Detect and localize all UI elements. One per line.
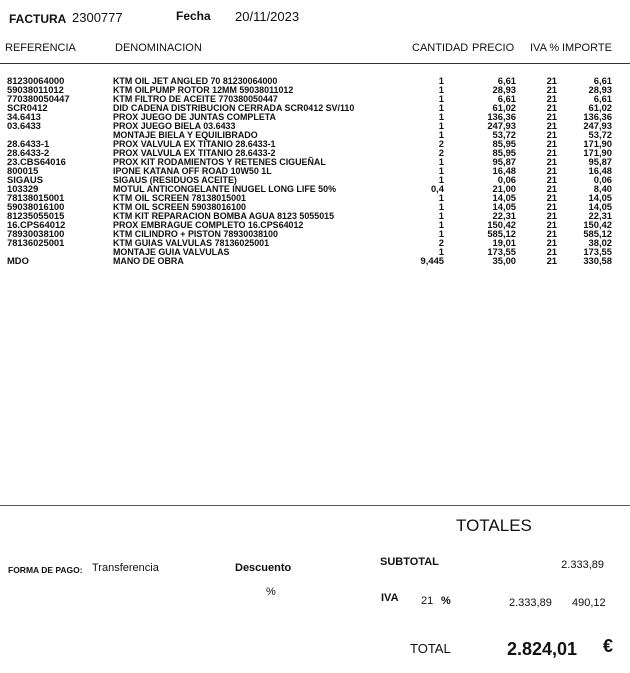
item-iva: 21 [546, 138, 557, 149]
item-amount: 330,58 [583, 255, 612, 266]
item-amount: 61,02 [588, 102, 612, 113]
item-quantity: 0,4 [430, 183, 444, 194]
item-denomination: DID CADENA DISTRIBUCION CERRADA SCR0412 SV/110 [113, 102, 355, 113]
item-quantity: 1 [438, 174, 444, 185]
descuento-pct: % [266, 586, 276, 598]
table-row [0, 238, 630, 247]
item-price: 16,48 [492, 165, 516, 176]
totales-title: TOTALES [456, 516, 532, 535]
forma-pago-value: Transferencia [92, 562, 159, 574]
item-price: 136,36 [487, 111, 516, 122]
col-precio: PRECIO [472, 42, 515, 54]
item-quantity: 1 [438, 93, 444, 104]
item-denomination: KTM OILPUMP ROTOR 12MM 59038011012 [113, 84, 294, 95]
item-amount: 53,72 [588, 129, 612, 140]
item-reference: 28.6433-2 [7, 147, 50, 158]
iva-amount: 490,12 [572, 597, 606, 609]
item-reference: 78930038100 [7, 228, 65, 239]
item-denomination: PROX KIT RODAMIENTOS Y RETENES CIGUEÑAL [113, 156, 326, 167]
item-denomination: IPONE KATANA OFF ROAD 10W50 1L [113, 165, 272, 176]
table-row [0, 76, 630, 85]
table-row [0, 229, 630, 238]
item-amount: 8,40 [593, 183, 612, 194]
table-row [0, 139, 630, 148]
table-row [0, 247, 630, 256]
iva-rate: 21 [421, 595, 434, 607]
item-denomination: PROX JUEGO BIELA 03.6433 [113, 120, 236, 131]
item-amount: 28,93 [588, 84, 612, 95]
item-amount: 6,61 [593, 75, 612, 86]
item-iva: 21 [546, 156, 557, 167]
item-amount: 136,36 [583, 111, 612, 122]
table-row [0, 85, 630, 94]
item-iva: 21 [546, 228, 557, 239]
item-price: 35,00 [492, 255, 516, 266]
col-referencia: REFERENCIA [5, 42, 76, 54]
table-row [0, 220, 630, 229]
item-iva: 21 [546, 111, 557, 122]
table-row [0, 211, 630, 220]
item-iva: 21 [546, 102, 557, 113]
item-quantity: 1 [438, 210, 444, 221]
item-reference: SCR0412 [7, 102, 48, 113]
item-denomination: PROX EMBRAGUE COMPLETO 16.CPS64012 [113, 219, 304, 230]
table-row [0, 166, 630, 175]
item-denomination: PROX VALVULA EX TITANIO 28.6433-2 [113, 147, 276, 158]
item-quantity: 1 [438, 192, 444, 203]
item-reference: 03.6433 [7, 120, 41, 131]
item-denomination: MOTUL ANTICONGELANTE INUGEL LONG LIFE 50% [113, 183, 336, 194]
col-denominacion: DENOMINACION [115, 42, 202, 54]
item-quantity: 9,445 [420, 255, 444, 266]
table-row [0, 121, 630, 130]
currency-symbol: € [603, 636, 614, 656]
col-iva: IVA % [530, 42, 560, 54]
item-quantity: 2 [438, 147, 444, 158]
item-iva: 21 [546, 201, 557, 212]
item-quantity: 1 [438, 246, 444, 257]
item-amount: 171,90 [583, 138, 612, 149]
total-label: TOTAL [410, 641, 451, 656]
item-price: 85,95 [492, 138, 516, 149]
item-price: 0,06 [497, 174, 516, 185]
item-iva: 21 [546, 237, 557, 248]
total-value: 2.824,01 [507, 639, 578, 659]
iva-label: IVA [381, 592, 399, 604]
item-quantity: 1 [438, 84, 444, 95]
item-iva: 21 [546, 255, 557, 266]
item-reference: SIGAUS [7, 174, 43, 185]
table-row [0, 103, 630, 112]
item-price: 6,61 [497, 93, 516, 104]
item-price: 19,01 [492, 237, 516, 248]
table-row [0, 112, 630, 121]
item-reference: 81235055015 [7, 210, 65, 221]
subtotal-label: SUBTOTAL [380, 556, 439, 568]
item-iva: 21 [546, 183, 557, 194]
header-divider [0, 63, 630, 64]
item-denomination: MANO DE OBRA [113, 255, 184, 266]
item-iva: 21 [546, 75, 557, 86]
item-amount: 38,02 [588, 237, 612, 248]
item-amount: 247,93 [583, 120, 612, 131]
item-amount: 171,90 [583, 147, 612, 158]
item-reference: 78138015001 [7, 192, 65, 203]
item-denomination: KTM GUIAS VALVULAS 78136025001 [113, 237, 270, 248]
item-denomination: KTM OIL SCREEN 78138015001 [113, 192, 246, 203]
item-amount: 150,42 [583, 219, 612, 230]
item-denomination: PROX JUEGO DE JUNTAS COMPLETA [113, 111, 276, 122]
item-price: 247,93 [487, 120, 516, 131]
item-reference: 770380050447 [7, 93, 70, 104]
item-denomination: MONTAJE GUIA VALVULAS [113, 246, 230, 257]
item-amount: 16,48 [588, 165, 612, 176]
items-table [0, 76, 630, 265]
item-amount: 6,61 [593, 93, 612, 104]
table-row [0, 193, 630, 202]
subtotal-value: 2.333,89 [561, 559, 604, 571]
col-importe: IMPORTE [562, 42, 612, 54]
item-price: 6,61 [497, 75, 516, 86]
table-row [0, 130, 630, 139]
item-iva: 21 [546, 192, 557, 203]
item-denomination: KTM OIL SCREEN 59038016100 [113, 201, 246, 212]
item-denomination: MONTAJE BIELA Y EQUILIBRADO [113, 129, 258, 140]
item-denomination: KTM OIL JET ANGLED 70 81230064000 [113, 75, 278, 86]
item-price: 585,12 [487, 228, 516, 239]
item-denomination: KTM FILTRO DE ACEITE 770380050447 [113, 93, 278, 104]
iva-base: 2.333,89 [509, 597, 552, 609]
item-iva: 21 [546, 147, 557, 158]
table-row [0, 157, 630, 166]
item-amount: 173,55 [583, 246, 612, 257]
item-reference: 800015 [7, 165, 39, 176]
item-price: 95,87 [492, 156, 516, 167]
item-reference: 78136025001 [7, 237, 65, 248]
item-price: 61,02 [492, 102, 516, 113]
item-quantity: 2 [438, 138, 444, 149]
item-iva: 21 [546, 93, 557, 104]
item-price: 150,42 [487, 219, 516, 230]
factura-number: 2300777 [72, 10, 123, 25]
item-price: 85,95 [492, 147, 516, 158]
item-iva: 21 [546, 219, 557, 230]
forma-pago-label: FORMA DE PAGO: [8, 565, 83, 575]
item-reference: 28.6433-1 [7, 138, 50, 149]
item-denomination: SIGAUS (RESIDUOS ACEITE) [113, 174, 237, 185]
item-quantity: 1 [438, 228, 444, 239]
item-quantity: 1 [438, 102, 444, 113]
item-quantity: 2 [438, 237, 444, 248]
item-reference: 103329 [7, 183, 39, 194]
item-price: 173,55 [487, 246, 516, 257]
item-iva: 21 [546, 120, 557, 131]
item-quantity: 1 [438, 120, 444, 131]
item-amount: 0,06 [593, 174, 612, 185]
item-denomination: KTM CILINDRO + PISTON 78930038100 [113, 228, 278, 239]
item-reference: 23.CBS64016 [7, 156, 66, 167]
item-quantity: 1 [438, 156, 444, 167]
item-price: 14,05 [492, 192, 516, 203]
item-price: 21,00 [492, 183, 516, 194]
fecha-label: Fecha [176, 9, 211, 23]
item-price: 22,31 [492, 210, 516, 221]
item-price: 14,05 [492, 201, 516, 212]
factura-label: FACTURA [9, 12, 67, 26]
item-reference: 81230064000 [7, 75, 65, 86]
item-quantity: 1 [438, 75, 444, 86]
item-reference: 34.6413 [7, 111, 41, 122]
item-iva: 21 [546, 210, 557, 221]
item-price: 28,93 [492, 84, 516, 95]
item-quantity: 1 [438, 165, 444, 176]
item-amount: 22,31 [588, 210, 612, 221]
item-quantity: 1 [438, 201, 444, 212]
item-amount: 585,12 [583, 228, 612, 239]
item-iva: 21 [546, 174, 557, 185]
item-quantity: 1 [438, 111, 444, 122]
item-reference: 16.CPS64012 [7, 219, 66, 230]
table-row [0, 184, 630, 193]
footer-divider [0, 505, 630, 506]
item-price: 53,72 [492, 129, 516, 140]
item-reference: 59038011012 [7, 84, 64, 95]
descuento-label: Descuento [235, 562, 292, 574]
item-iva: 21 [546, 129, 557, 140]
item-amount: 14,05 [588, 192, 612, 203]
item-amount: 14,05 [588, 201, 612, 212]
item-amount: 95,87 [588, 156, 612, 167]
item-iva: 21 [546, 84, 557, 95]
iva-pct: % [441, 595, 451, 607]
item-denomination: PROX VALVULA EX TITANIO 28.6433-1 [113, 138, 276, 149]
item-reference: 59038016100 [7, 201, 65, 212]
item-denomination: KTM KIT REPARACION BOMBA AGUA 8123 5055015 [113, 210, 335, 221]
col-cantidad: CANTIDAD [412, 42, 469, 54]
item-quantity: 1 [438, 219, 444, 230]
item-quantity: 1 [438, 129, 444, 140]
table-row [0, 256, 630, 265]
fecha-value: 20/11/2023 [235, 9, 300, 24]
item-iva: 21 [546, 165, 557, 176]
item-reference: MDO [7, 255, 29, 266]
item-iva: 21 [546, 246, 557, 257]
